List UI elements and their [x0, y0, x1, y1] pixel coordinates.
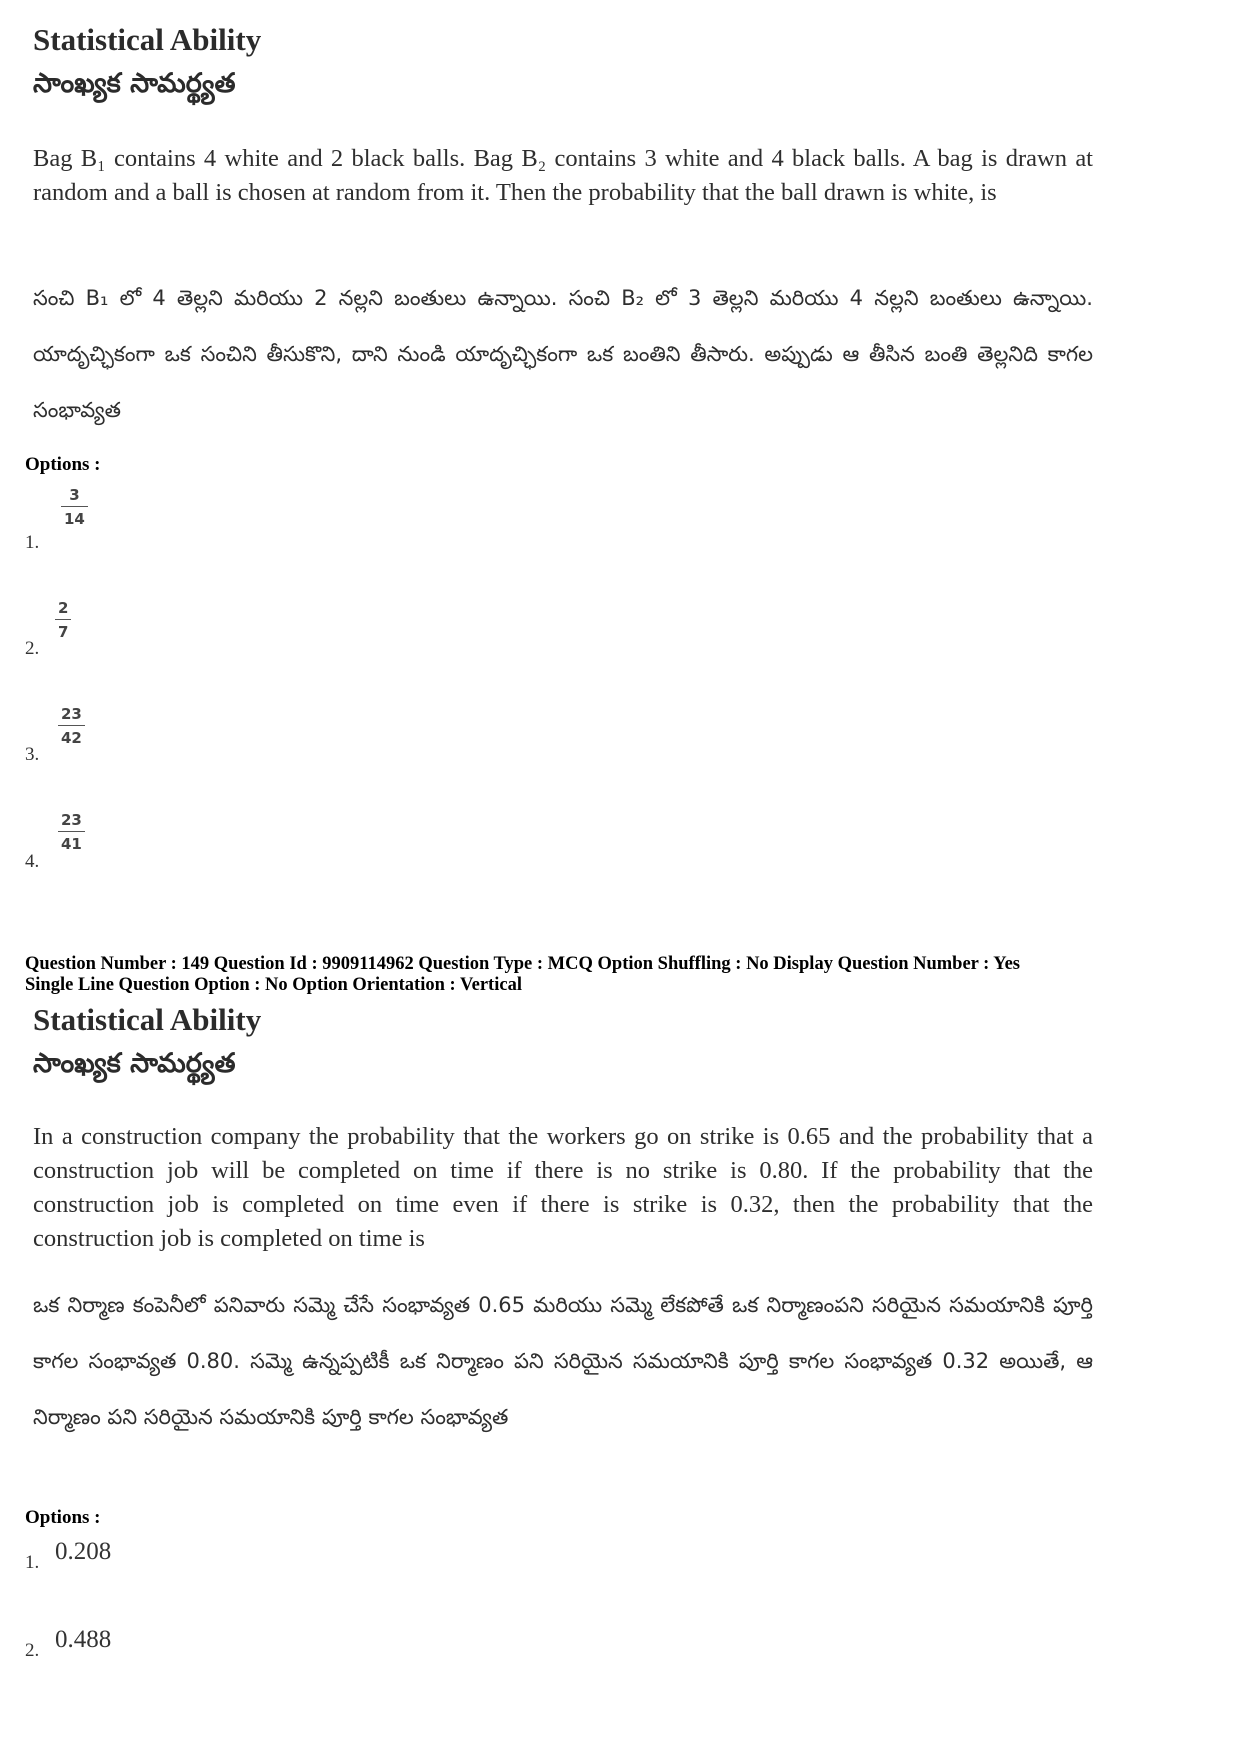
option-number: 2. — [25, 638, 40, 659]
fraction-numerator: 23 — [61, 705, 82, 723]
option-item[interactable] — [25, 1538, 225, 1578]
question-text-telugu: ఒక నిర్మాణ కంపెనీలో పనివారు సమ్మె చేసే సంభావ్యత 0.65 మరియు సమ్మె లేకపోతే ఒక నిర్మాణంపని సరియైన సమయానికి పూర్తి కాగల సంభావ్యత 0.80. సమ్మె ఉన్నప్పటికీ ఒక నిర్మాణం పని సరియైన సమయానికి పూర్తి కాగల సంభావ్యత 0.32 అయితే, ఆ నిర్మాణం పని సరియైన సమయానికి పూర్తి కాగల సంభావ్యత — [33, 1293, 1093, 1429]
section-title-telugu: సాంఖ్యక సామర్థ్యత — [33, 1048, 236, 1079]
option-number: 1. — [25, 1552, 40, 1573]
section-title: Statistical Ability — [33, 22, 262, 57]
option-number: 2. — [25, 1640, 40, 1661]
option-fraction — [58, 812, 85, 853]
option-item[interactable] — [25, 482, 225, 557]
question-meta-line-1: Question Number : 149 Question Id : 9909114962 Question Type : MCQ Option Shuffling : No Display Question Number : Yes — [25, 954, 1020, 974]
option-number: 4. — [25, 851, 40, 872]
question-text-telugu: సంచి B₁ లో 4 తెల్లని మరియు 2 నల్లని బంతులు ఉన్నాయి. సంచి B₂ లో 3 తెల్లని మరియు 4 నల్లని బంతులు ఉన్నాయి. యాదృచ్ఛికంగా ఒక సంచిని తీసుకొని, దాని నుండి యాదృచ్ఛికంగా ఒక బంతిని తీసారు. అప్పుడు ఆ తీసిన బంతి తెల్లనిది కాగల సంభావ్యత — [33, 286, 1093, 422]
question-text-english: In a construction company the probability that the workers go on strike is 0.65 and the probability that a construction job will be completed on time if there is no strike is 0.80. If the probability that the construction job is completed on time even if there is strike is 0.32, then the probability that the construction job is completed on time is — [33, 1123, 1093, 1252]
fraction-numerator: 23 — [61, 811, 82, 829]
fraction-numerator: 2 — [58, 599, 69, 617]
options-label: Options : — [25, 454, 101, 475]
option-item[interactable] — [25, 595, 225, 665]
option-fraction — [55, 600, 71, 641]
fraction-denominator: 41 — [61, 835, 82, 853]
option-item[interactable] — [25, 1626, 225, 1666]
question-meta-line-2: Single Line Question Option : No Option Orientation : Vertical — [25, 975, 522, 995]
question-text-english: Bag B₁ contains 4 white and 2 black balls. Bag B₂ contains 3 white and 4 black balls. A bag is drawn at random and a ball is chosen at random from it. Then the probability that the ball drawn is white, is — [33, 145, 1093, 206]
option-item[interactable] — [25, 806, 225, 876]
option-value: 0.488 — [55, 1626, 112, 1653]
section-title-telugu: సాంఖ్యక సామర్థ్యత — [33, 68, 236, 99]
fraction-denominator: 7 — [58, 623, 69, 641]
option-number: 1. — [25, 532, 40, 553]
option-fraction — [61, 487, 88, 528]
option-number: 3. — [25, 744, 40, 765]
option-item[interactable] — [25, 700, 225, 770]
option-value: 0.208 — [55, 1538, 112, 1565]
fraction-denominator: 42 — [61, 729, 82, 747]
option-fraction — [58, 706, 85, 747]
fraction-numerator: 3 — [69, 486, 80, 504]
section-title: Statistical Ability — [33, 1002, 262, 1037]
options-label: Options : — [25, 1507, 101, 1528]
fraction-denominator: 14 — [64, 510, 85, 528]
